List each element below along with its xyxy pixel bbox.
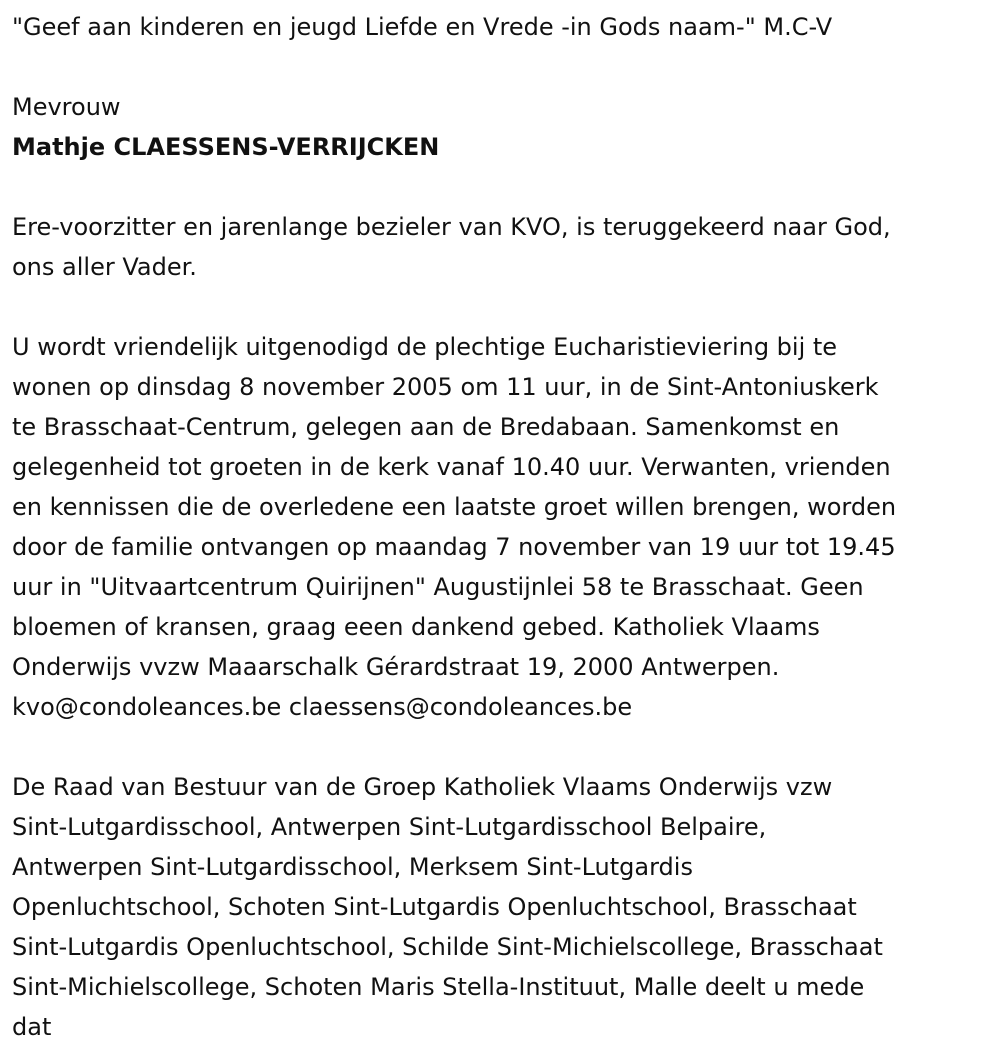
intro-paragraph xyxy=(12,207,990,287)
salutation: Mevrouw xyxy=(12,93,121,121)
details-line: en kennissen die de overledene een laatste groet willen brengen, worden xyxy=(12,493,897,521)
details-line: Onderwijs vvzw Maaarschalk Gérardstraat 19, 2000 Antwerpen. xyxy=(12,653,780,681)
board-line: Antwerpen Sint-Lutgardisschool, Merksem Sint-Lutgardis xyxy=(12,853,693,881)
board-line: De Raad van Bestuur van de Groep Katholiek Vlaams Onderwijs vzw xyxy=(12,773,833,801)
details-line: wonen op dinsdag 8 november 2005 om 11 uur, in de Sint-Antoniuskerk xyxy=(12,373,879,401)
details-line: te Brasschaat-Centrum, gelegen aan de Bredabaan. Samenkomst en xyxy=(12,413,840,441)
spacer xyxy=(12,167,990,207)
spacer xyxy=(12,727,990,767)
details-paragraph xyxy=(12,327,990,727)
board-line: dat xyxy=(12,1013,52,1041)
board-line: Openluchtschool, Schoten Sint-Lutgardis Openluchtschool, Brasschaat xyxy=(12,893,857,921)
details-line: gelegenheid tot groeten in de kerk vanaf 10.40 uur. Verwanten, vrienden xyxy=(12,453,891,481)
spacer xyxy=(12,287,990,327)
details-line: door de familie ontvangen op maandag 7 november van 19 uur tot 19.45 xyxy=(12,533,896,561)
board-line: Sint-Lutgardisschool, Antwerpen Sint-Lutgardisschool Belpaire, xyxy=(12,813,767,841)
board-line: Sint-Lutgardis Openluchtschool, Schilde Sint-Michielscollege, Brasschaat xyxy=(12,933,883,961)
board-line: Sint-Michielscollege, Schoten Maris Stella-Instituut, Malle deelt u mede xyxy=(12,973,865,1001)
email-line: kvo@condoleances.be claessens@condoleances.be xyxy=(12,693,633,721)
intro-line: ons aller Vader. xyxy=(12,253,197,281)
intro-line: Ere-voorzitter en jarenlange bezieler van KVO, is teruggekeerd naar God, xyxy=(12,213,891,241)
deceased-name: Mathje CLAESSENS-VERRIJCKEN xyxy=(12,133,440,161)
details-line: U wordt vriendelijk uitgenodigd de plechtige Eucharistieviering bij te xyxy=(12,333,838,361)
quote-line: "Geef aan kinderen en jeugd Liefde en Vrede -in Gods naam-" M.C-V xyxy=(12,13,833,41)
details-line: uur in "Uitvaartcentrum Quirijnen" Augustijnlei 58 te Brasschaat. Geen xyxy=(12,573,864,601)
spacer xyxy=(12,47,990,87)
details-line: bloemen of kransen, graag eeen dankend gebed. Katholiek Vlaams xyxy=(12,613,820,641)
board-paragraph xyxy=(12,767,990,1047)
